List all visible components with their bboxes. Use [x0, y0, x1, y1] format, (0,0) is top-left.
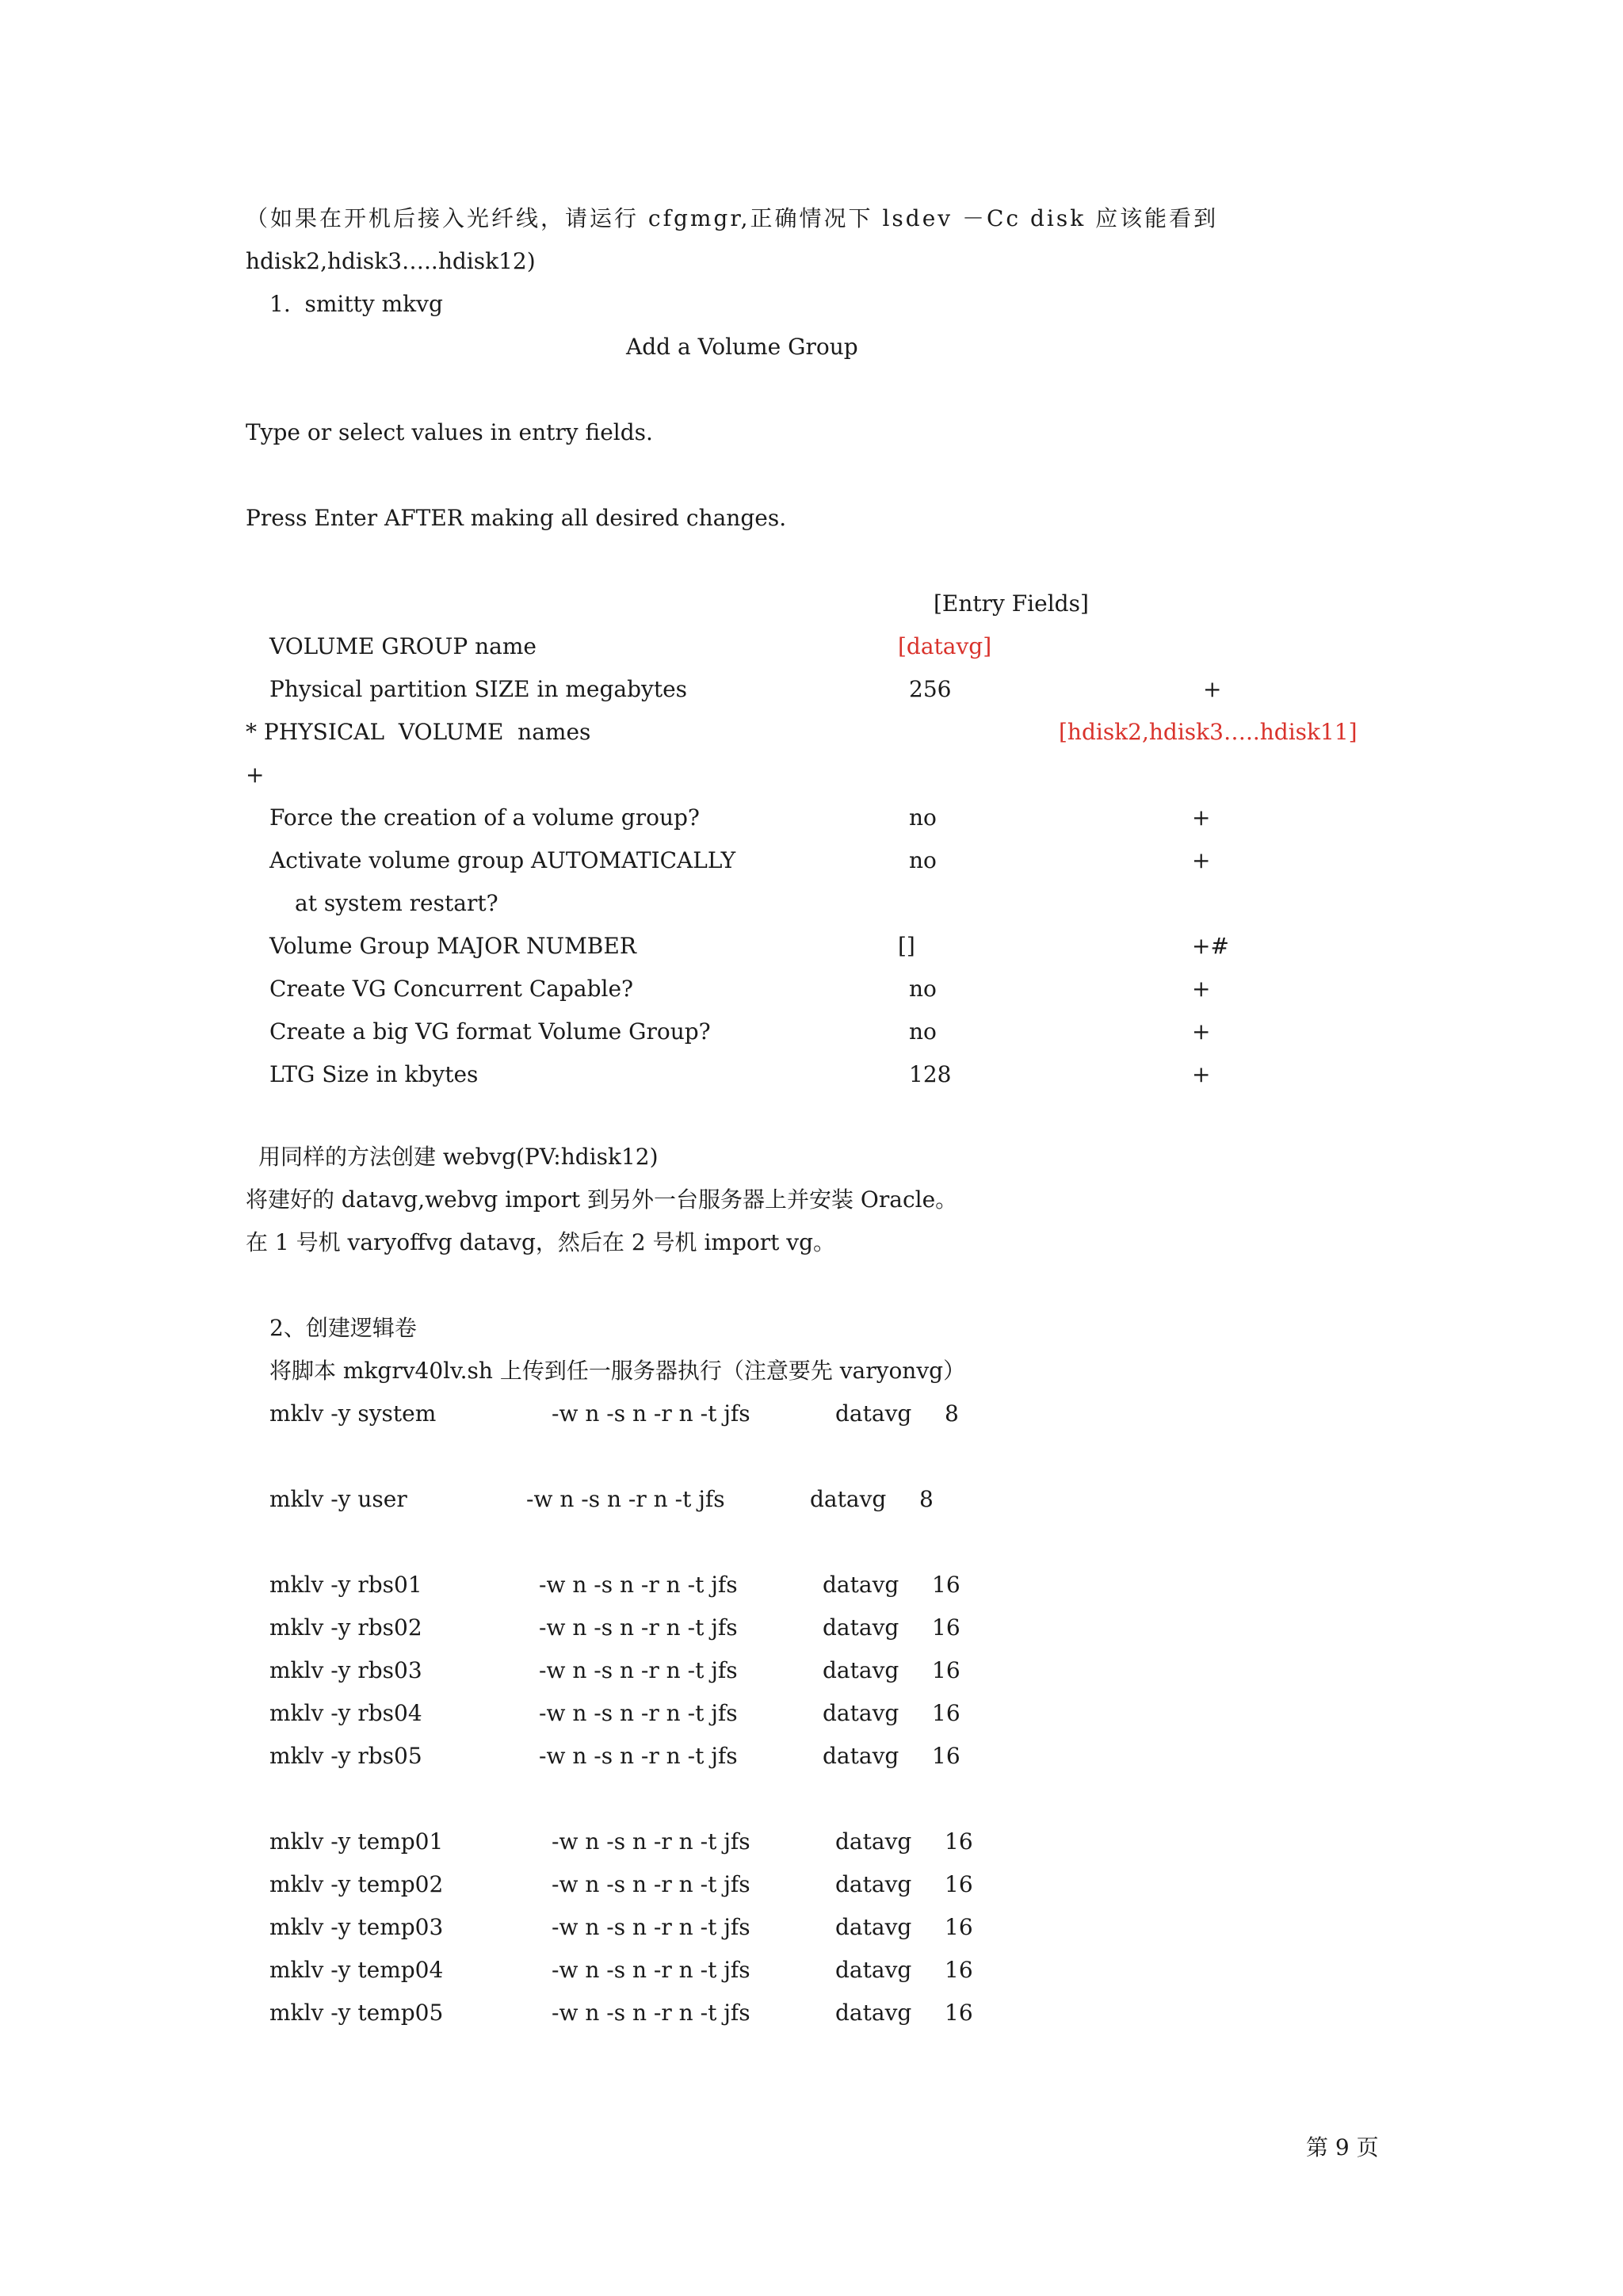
field-label: Force the creation of a volume group?: [269, 804, 700, 831]
command-options: -w n -s n -r n -t jfs: [552, 1400, 750, 1427]
command-options: -w n -s n -r n -t jfs: [552, 1871, 750, 1897]
step2-heading: 2、创建逻辑卷: [269, 1315, 417, 1341]
command-name: mklv -y rbs03: [269, 1657, 422, 1683]
field-label: * PHYSICAL VOLUME names: [246, 719, 591, 745]
field-flag: +: [246, 762, 265, 788]
field-value[interactable]: 256: [909, 676, 952, 702]
command-size: 16: [932, 1700, 960, 1726]
field-flag: +: [1192, 847, 1211, 873]
command-options: -w n -s n -r n -t jfs: [539, 1700, 738, 1726]
command-name: mklv -y rbs05: [269, 1743, 422, 1769]
smit-instruction-2: Press Enter AFTER making all desired changes.: [246, 505, 787, 531]
command-options: -w n -s n -r n -t jfs: [539, 1743, 738, 1769]
command-vg: datavg: [835, 1871, 912, 1897]
step1-heading: 1. smitty mkvg: [269, 291, 443, 317]
entry-fields-header: [Entry Fields]: [934, 590, 1089, 617]
note-line: 在 1 号机 varyoffvg datavg，然后在 2 号机 import vg。: [246, 1229, 836, 1255]
command-vg: datavg: [835, 1828, 912, 1855]
command-name: mklv -y rbs04: [269, 1700, 422, 1726]
command-vg: datavg: [835, 1914, 912, 1940]
command-size: 16: [945, 2000, 973, 2026]
command-size: 16: [932, 1657, 960, 1683]
command-options: -w n -s n -r n -t jfs: [539, 1614, 738, 1641]
command-options: -w n -s n -r n -t jfs: [552, 2000, 750, 2026]
page-number: 第 9 页: [1306, 2134, 1379, 2160]
command-options: -w n -s n -r n -t jfs: [552, 1828, 750, 1855]
field-value[interactable]: no: [909, 976, 937, 1002]
command-name: mklv -y system: [269, 1400, 437, 1427]
command-name: mklv -y temp05: [269, 2000, 444, 2026]
field-label: Create a big VG format Volume Group?: [269, 1018, 711, 1045]
command-options: -w n -s n -r n -t jfs: [539, 1657, 738, 1683]
field-flag: +#: [1192, 933, 1229, 959]
command-vg: datavg: [823, 1700, 899, 1726]
field-value[interactable]: [hdisk2,hdisk3…..hdisk11]: [1059, 719, 1358, 745]
command-size: 8: [919, 1486, 934, 1512]
command-size: 16: [932, 1743, 960, 1769]
command-options: -w n -s n -r n -t jfs: [552, 1914, 750, 1940]
command-vg: datavg: [835, 1957, 912, 1983]
field-flag: +: [1192, 976, 1211, 1002]
command-vg: datavg: [835, 2000, 912, 2026]
command-vg: datavg: [835, 1400, 912, 1427]
field-value[interactable]: 128: [909, 1061, 952, 1087]
command-size: 16: [945, 1957, 973, 1983]
intro-line-1: （如果在开机后接入光纤线，请运行 cfgmgr,正确情况下 lsdev －Cc disk 应该能看到: [246, 205, 1219, 231]
intro-line-2: hdisk2,hdisk3…..hdisk12): [246, 248, 536, 274]
command-size: 16: [945, 1914, 973, 1940]
command-options: -w n -s n -r n -t jfs: [552, 1957, 750, 1983]
smit-title: Add a Volume Group: [626, 334, 858, 360]
field-value[interactable]: [datavg]: [898, 633, 992, 659]
note-line: 将建好的 datavg,webvg import 到另外一台服务器上并安装 Oracle。: [246, 1186, 958, 1213]
field-label-continued: at system restart?: [295, 890, 498, 916]
command-vg: datavg: [810, 1486, 887, 1512]
command-size: 8: [945, 1400, 959, 1427]
command-name: mklv -y temp02: [269, 1871, 444, 1897]
smit-instruction-1: Type or select values in entry fields.: [246, 419, 653, 445]
command-name: mklv -y temp01: [269, 1828, 444, 1855]
field-value[interactable]: []: [898, 933, 915, 959]
command-vg: datavg: [823, 1657, 899, 1683]
command-name: mklv -y user: [269, 1486, 407, 1512]
note-line: 用同样的方法创建 webvg(PV:hdisk12): [258, 1144, 659, 1170]
command-name: mklv -y temp03: [269, 1914, 444, 1940]
field-label: LTG Size in kbytes: [269, 1061, 479, 1087]
field-label: Create VG Concurrent Capable?: [269, 976, 634, 1002]
field-flag: +: [1192, 1061, 1211, 1087]
command-size: 16: [945, 1828, 973, 1855]
field-value[interactable]: no: [909, 804, 937, 831]
command-vg: datavg: [823, 1614, 899, 1641]
command-name: mklv -y rbs01: [269, 1572, 422, 1598]
field-flag: +: [1192, 804, 1211, 831]
command-options: -w n -s n -r n -t jfs: [539, 1572, 738, 1598]
command-name: mklv -y rbs02: [269, 1614, 422, 1641]
command-name: mklv -y temp04: [269, 1957, 444, 1983]
field-value[interactable]: no: [909, 847, 937, 873]
command-size: 16: [932, 1572, 960, 1598]
field-value[interactable]: no: [909, 1018, 937, 1045]
field-label: Activate volume group AUTOMATICALLY: [269, 847, 736, 873]
field-flag: +: [1192, 1018, 1211, 1045]
command-vg: datavg: [823, 1743, 899, 1769]
command-size: 16: [945, 1871, 973, 1897]
field-label: VOLUME GROUP name: [269, 633, 537, 659]
command-options: -w n -s n -r n -t jfs: [526, 1486, 725, 1512]
field-label: Volume Group MAJOR NUMBER: [269, 933, 636, 959]
command-vg: datavg: [823, 1572, 899, 1598]
field-label: Physical partition SIZE in megabytes: [269, 676, 688, 702]
command-size: 16: [932, 1614, 960, 1641]
field-flag: +: [1203, 676, 1222, 702]
step2-description: 将脚本 mkgrv40lv.sh 上传到任一服务器执行（注意要先 varyonvg）: [269, 1358, 966, 1384]
